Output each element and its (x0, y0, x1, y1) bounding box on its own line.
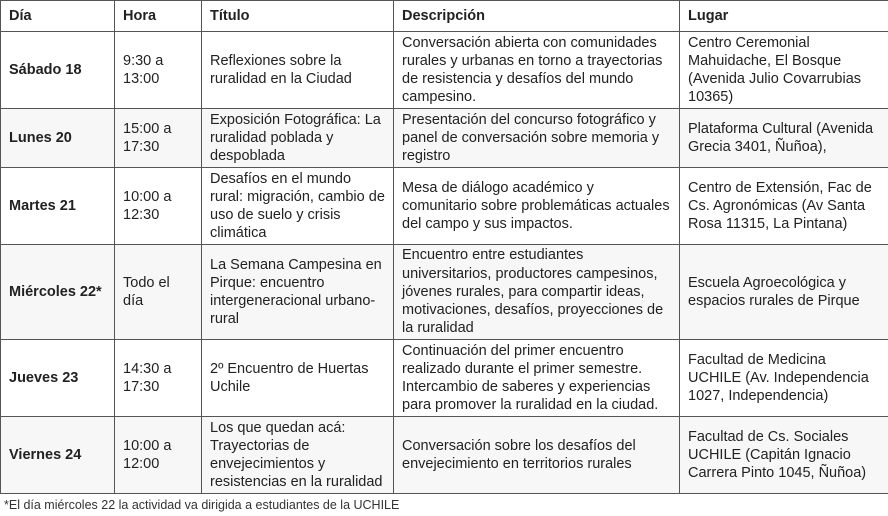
cell-title: La Semana Campesina en Pirque: encuentro intergeneracional urbano-rural (202, 245, 394, 340)
table-row (1, 245, 888, 340)
cell-title: Reflexiones sobre la ruralidad en la Ciudad (202, 32, 394, 109)
cell-place: Facultad de Cs. Sociales UCHILE (Capitán Ignacio Carrera Pinto 1045, Ñuñoa) (680, 417, 888, 494)
cell-title: Exposición Fotográfica: La ruralidad poblada y despoblada (202, 109, 394, 168)
header-titulo: Título (202, 1, 394, 32)
cell-place: Centro de Extensión, Fac de Cs. Agronómicas (Av Santa Rosa 11315, La Pintana) (680, 168, 888, 245)
table-row (1, 340, 888, 417)
cell-title: Los que quedan acá: Trayectorias de envejecimientos y resistencias en la ruralidad (202, 417, 394, 494)
cell-time: Todo el día (115, 245, 202, 340)
cell-time: 15:00 a 17:30 (115, 109, 202, 168)
cell-day: Jueves 23 (1, 340, 115, 417)
cell-description: Conversación sobre los desafíos del envejecimiento en territorios rurales (394, 417, 680, 494)
cell-time: 10:00 a 12:00 (115, 417, 202, 494)
header-lugar: Lugar (680, 1, 888, 32)
cell-day: Lunes 20 (1, 109, 115, 168)
cell-day: Sábado 18 (1, 32, 115, 109)
table-row (1, 32, 888, 109)
cell-title: Desafíos en el mundo rural: migración, cambio de uso de suelo y crisis climática (202, 168, 394, 245)
cell-description: Conversación abierta con comunidades rurales y urbanas en torno a trayectorias de resistencia y desafíos del mundo campesino. (394, 32, 680, 109)
cell-place: Plataforma Cultural (Avenida Grecia 3401, Ñuñoa), (680, 109, 888, 168)
cell-time: 9:30 a 13:00 (115, 32, 202, 109)
table-row (1, 109, 888, 168)
table-header-row (1, 1, 888, 32)
cell-description: Continuación del primer encuentro realizado durante el primer semestre. Intercambio de saberes y experiencias para promover la ruralidad en la ciudad. (394, 340, 680, 417)
table-row (1, 168, 888, 245)
cell-description: Encuentro entre estudiantes universitarios, productores campesinos, jóvenes rurales, para compartir ideas, motivaciones, desafíos, proyecciones de la ruralidad (394, 245, 680, 340)
cell-day: Viernes 24 (1, 417, 115, 494)
cell-place: Escuela Agroecológica y espacios rurales de Pirque (680, 245, 888, 340)
header-dia: Día (1, 1, 115, 32)
cell-description: Presentación del concurso fotográfico y panel de conversación sobre memoria y registro (394, 109, 680, 168)
cell-day: Miércoles 22* (1, 245, 115, 340)
header-hora: Hora (115, 1, 202, 32)
cell-day: Martes 21 (1, 168, 115, 245)
cell-place: Facultad de Medicina UCHILE (Av. Independencia 1027, Independencia) (680, 340, 888, 417)
table-row (1, 417, 888, 494)
header-descripcion: Descripción (394, 1, 680, 32)
cell-description: Mesa de diálogo académico y comunitario sobre problemáticas actuales del campo y sus impactos. (394, 168, 680, 245)
cell-time: 14:30 a 17:30 (115, 340, 202, 417)
footnote: *El día miércoles 22 la actividad va dirigida a estudiantes de la UCHILE (4, 498, 400, 512)
cell-title: 2º Encuentro de Huertas Uchile (202, 340, 394, 417)
cell-place: Centro Ceremonial Mahuidache, El Bosque (Avenida Julio Covarrubias 10365) (680, 32, 888, 109)
cell-time: 10:00 a 12:30 (115, 168, 202, 245)
